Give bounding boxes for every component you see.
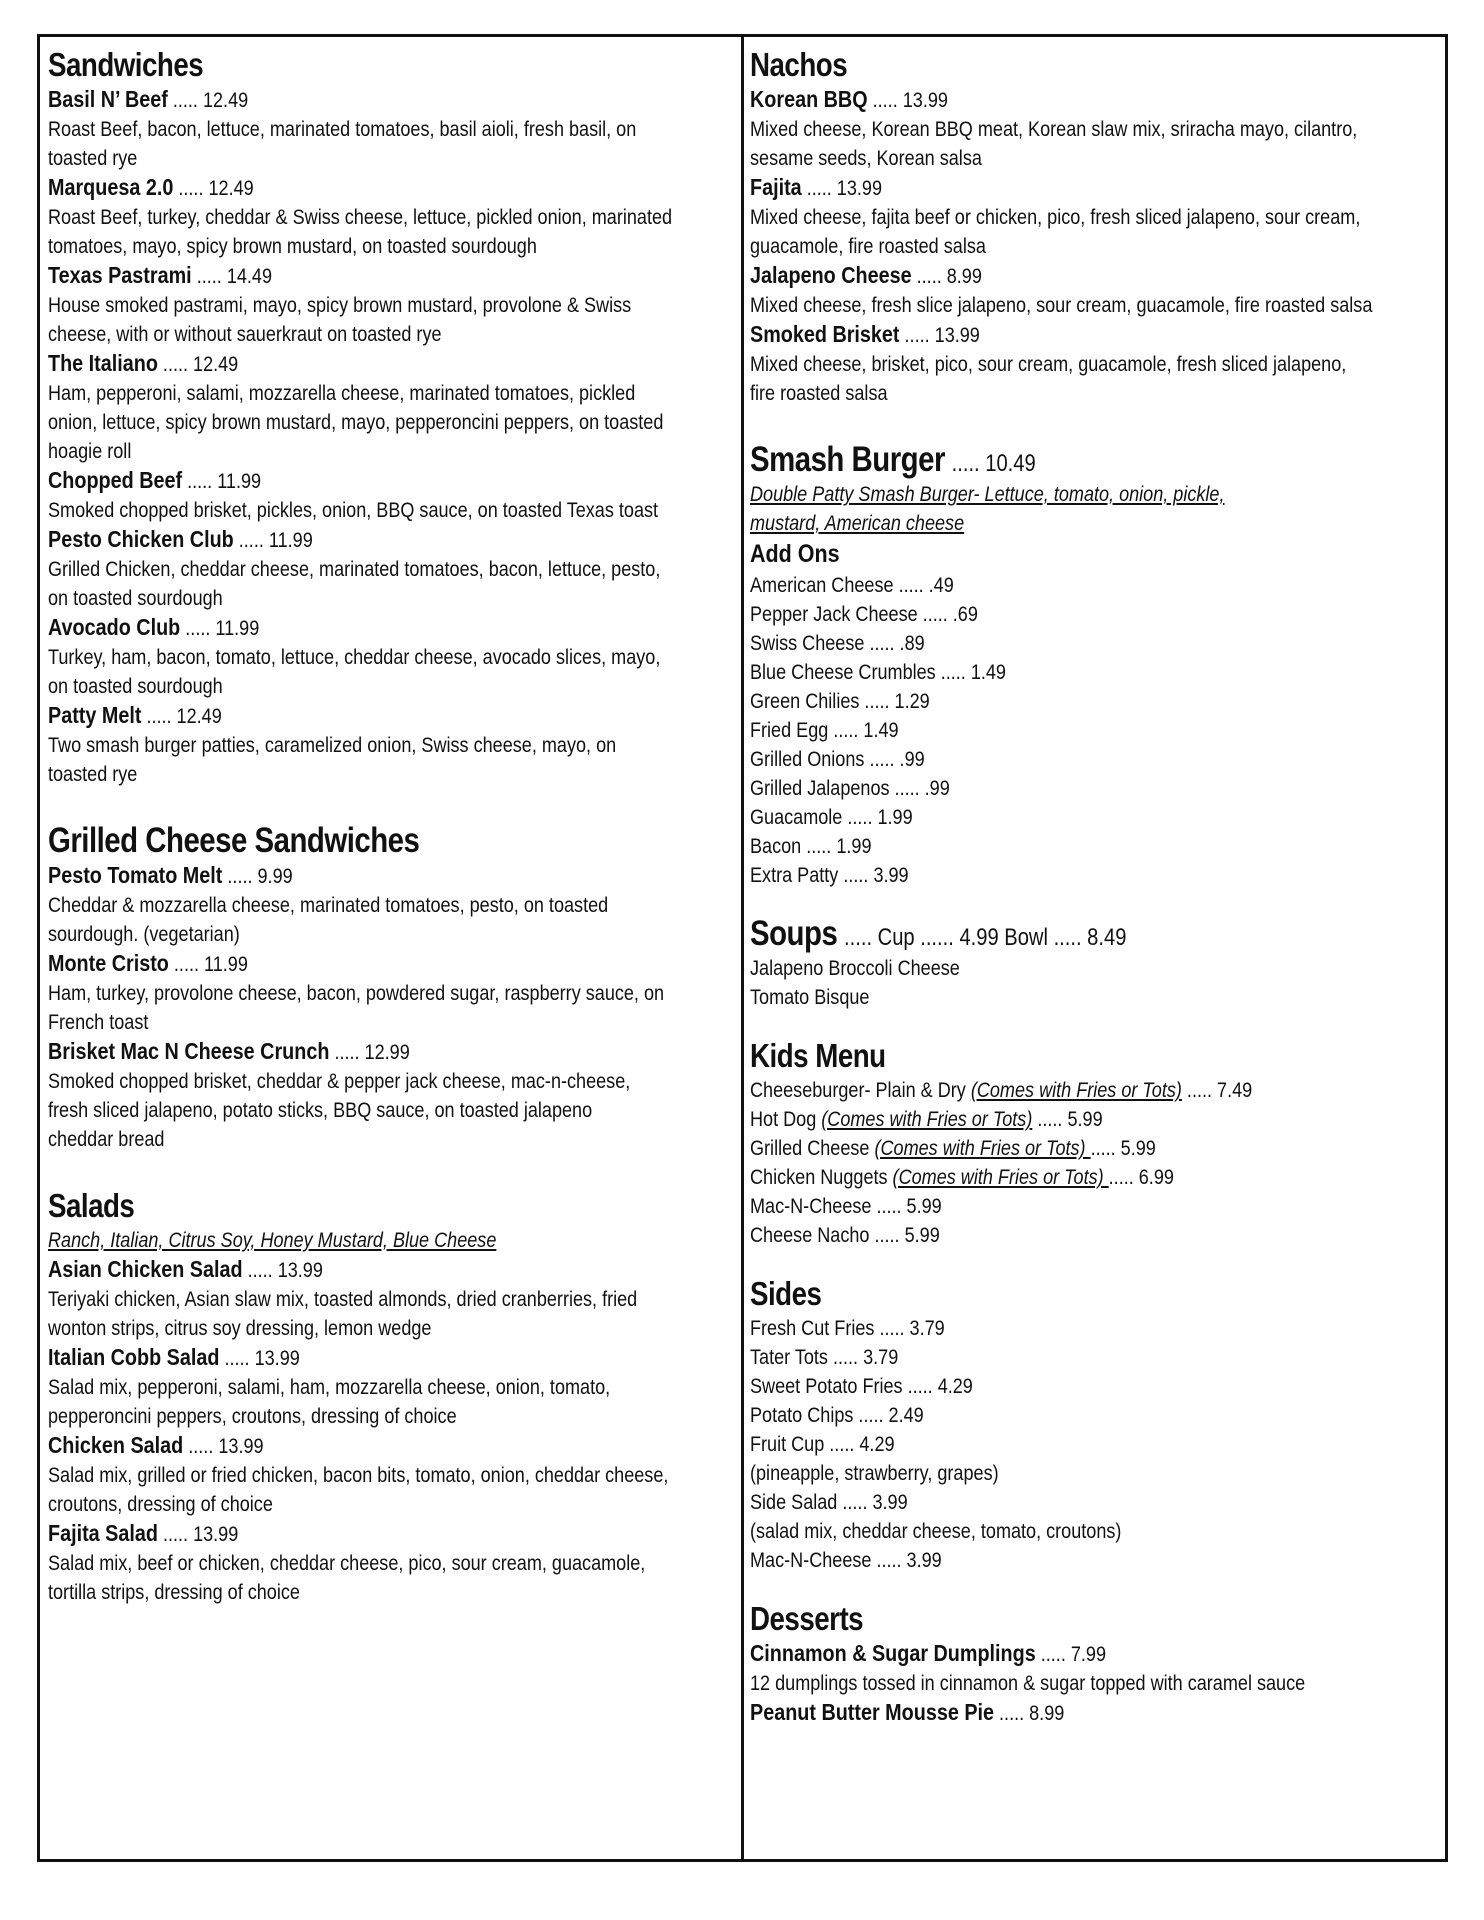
menu-item-row (750, 85, 1372, 115)
menu-item-name: The Italiano (48, 350, 158, 376)
menu-item-description: Salad mix, pepperoni, salami, ham, mozzarella cheese, onion, tomato, (48, 1376, 611, 1399)
menu-item-price: ..... 12.99 (334, 1041, 410, 1064)
menu-item-row (48, 1255, 639, 1285)
menu-item-price: ..... 13.99 (247, 1259, 323, 1282)
left-column (40, 37, 744, 1859)
menu-item-row (750, 173, 1372, 203)
menu-item-description: Grilled Chicken, cheddar cheese, marinated tomatoes, bacon, lettuce, pesto, (48, 558, 661, 581)
menu-item-row (48, 701, 639, 731)
section-title: Smash Burger (750, 440, 945, 479)
section-sides (750, 1274, 1474, 1575)
menu-item-row (750, 261, 1372, 291)
menu-item-description: fire roasted salsa (750, 382, 888, 405)
menu-item-price: ..... 13.99 (188, 1435, 264, 1458)
addon-item: Green Chilies ..... 1.29 (750, 690, 930, 713)
menu-item-price: ..... 13.99 (224, 1347, 300, 1370)
kids-item (750, 1163, 1372, 1192)
addons-title: Add Ons (750, 540, 840, 568)
sides-list (750, 1314, 1474, 1575)
menu-item-description: Salad mix, grilled or fried chicken, bacon bits, tomato, onion, cheddar cheese, (48, 1464, 669, 1487)
addon-item: Grilled Onions ..... .99 (750, 748, 925, 771)
menu-item-price: ..... 11.99 (185, 617, 260, 640)
menu-item-description: French toast (48, 1011, 149, 1034)
menu-item-description: Salad mix, beef or chicken, cheddar cheese, pico, sour cream, guacamole, (48, 1552, 646, 1575)
addon-item: Pepper Jack Cheese ..... .69 (750, 603, 978, 626)
menu-item-description: on toasted sourdough (48, 675, 223, 698)
menu-item-price: ..... 8.99 (999, 1702, 1065, 1725)
section-smash-burger (750, 440, 1474, 890)
section-kids-menu (750, 1036, 1474, 1250)
menu-item-name: Texas Pastrami (48, 262, 192, 288)
section-nachos (750, 45, 1474, 408)
side-item: Fresh Cut Fries ..... 3.79 (750, 1317, 945, 1340)
menu-item-row (750, 320, 1372, 350)
menu-item-price: ..... 13.99 (162, 1523, 239, 1546)
menu-item-name: Cinnamon & Sugar Dumplings (750, 1640, 1036, 1666)
addon-item: Swiss Cheese ..... .89 (750, 632, 925, 655)
menu-item-name: Korean BBQ (750, 86, 868, 112)
menu-item-name: Chopped Beef (48, 467, 183, 493)
kids-item-price: ..... 6.99 (1108, 1166, 1174, 1189)
menu-item-description: House smoked pastrami, mayo, spicy brown mustard, provolone & Swiss (48, 294, 632, 317)
menu-item-name: Chicken Salad (48, 1432, 184, 1458)
menu-item-description: sourdough. (vegetarian) (48, 923, 240, 946)
menu-item-price: ..... 9.99 (227, 865, 293, 888)
menu-item-row (48, 173, 639, 203)
section-title: Sides (750, 1275, 822, 1312)
soups-price: ..... Cup ...... 4.99 Bowl ..... 8.49 (844, 924, 1127, 951)
soup-item: Tomato Bisque (750, 986, 870, 1009)
menu-item-name: Peanut Butter Mousse Pie (750, 1699, 995, 1725)
menu-item-price: ..... 11.99 (187, 470, 262, 493)
addon-item: Fried Egg ..... 1.49 (750, 719, 899, 742)
kids-item-name: Cheeseburger- Plain & Dry (750, 1079, 971, 1102)
menu-item-description: wonton strips, citrus soy dressing, lemon wedge (48, 1317, 432, 1340)
menu-item-row (48, 261, 639, 291)
addon-item: Blue Cheese Crumbles ..... 1.49 (750, 661, 1006, 684)
section-desserts (750, 1599, 1474, 1728)
addon-item: Guacamole ..... 1.99 (750, 806, 913, 829)
section-soups (750, 914, 1474, 1012)
menu-item-row (48, 1037, 639, 1067)
menu-frame (37, 34, 1448, 1862)
menu-item-description: Roast Beef, turkey, cheddar & Swiss cheese, lettuce, pickled onion, marinated (48, 206, 673, 229)
side-item: (salad mix, cheddar cheese, tomato, croutons) (750, 1520, 1122, 1543)
smash-burger-price: ..... 10.49 (951, 450, 1036, 477)
menu-item-price: ..... 12.49 (162, 353, 239, 376)
kids-item-name: Grilled Cheese (750, 1137, 875, 1160)
menu-item-name: Fajita Salad (48, 1520, 158, 1546)
menu-item-description: cheddar bread (48, 1128, 165, 1151)
menu-item-price: ..... 13.99 (806, 177, 882, 200)
menu-item-name: Avocado Club (48, 614, 181, 640)
menu-item-row (48, 949, 639, 979)
menu-item-description: Turkey, ham, bacon, tomato, lettuce, cheddar cheese, avocado slices, mayo, (48, 646, 661, 669)
menu-item-name: Jalapeno Cheese (750, 262, 912, 288)
menu-item-name: Smoked Brisket (750, 321, 900, 347)
kids-item-name: Chicken Nuggets (750, 1166, 893, 1189)
section-grilled-cheese (48, 821, 735, 1154)
menu-item-description: Ham, turkey, provolone cheese, bacon, powdered sugar, raspberry sauce, on (48, 982, 665, 1005)
addon-item: Extra Patty ..... 3.99 (750, 864, 909, 887)
section-salads (48, 1186, 735, 1607)
smash-burger-title-row (750, 440, 1358, 480)
menu-item-name: Patty Melt (48, 702, 142, 728)
kids-item (750, 1105, 1372, 1134)
kids-item-price: ..... 5.99 (1090, 1137, 1156, 1160)
addon-item: American Cheese ..... .49 (750, 574, 954, 597)
menu-item-row (48, 1343, 639, 1373)
section-title: Nachos (750, 46, 848, 83)
menu-item-description: toasted rye (48, 147, 138, 170)
burger-note-line: Double Patty Smash Burger- Lettuce, tomato, onion, pickle, (750, 483, 1225, 506)
item-list (48, 1255, 735, 1607)
soups-list (750, 954, 1474, 1012)
kids-list (750, 1076, 1474, 1250)
side-item: Sweet Potato Fries ..... 4.29 (750, 1375, 973, 1398)
menu-item-name: Marquesa 2.0 (48, 174, 174, 200)
menu-item-description: Ham, pepperoni, salami, mozzarella cheese, marinated tomatoes, pickled (48, 382, 636, 405)
side-item: Potato Chips ..... 2.49 (750, 1404, 924, 1427)
menu-item-description: Mixed cheese, fresh slice jalapeno, sour cream, guacamole, fire roasted salsa (750, 294, 1373, 317)
side-item: Mac-N-Cheese ..... 3.99 (750, 1549, 942, 1572)
menu-item-name: Pesto Tomato Melt (48, 862, 223, 888)
menu-item-description: Mixed cheese, Korean BBQ meat, Korean slaw mix, sriracha mayo, cilantro, (750, 118, 1358, 141)
menu-item-description: Roast Beef, bacon, lettuce, marinated tomatoes, basil aioli, fresh basil, on (48, 118, 637, 141)
dressing-note: Ranch, Italian, Citrus Soy, Honey Mustard, Blue Cheese (48, 1229, 497, 1252)
menu-item-row (750, 1698, 1372, 1728)
menu-item-row (48, 1519, 639, 1549)
menu-item-price: ..... 12.49 (172, 89, 249, 112)
menu-item-price: ..... 11.99 (173, 953, 248, 976)
menu-item-description: tortilla strips, dressing of choice (48, 1581, 300, 1604)
menu-item-name: Asian Chicken Salad (48, 1256, 243, 1282)
menu-item-row (48, 1431, 639, 1461)
kids-item (750, 1221, 1372, 1250)
menu-item-name: Basil N’ Beef (48, 86, 168, 112)
kids-item-note: (Comes with Fries or Tots) (821, 1108, 1033, 1131)
section-title: Kids Menu (750, 1037, 886, 1074)
menu-item-description: croutons, dressing of choice (48, 1493, 273, 1516)
kids-item-name: Cheese Nacho ..... 5.99 (750, 1224, 940, 1247)
kids-item-note: (Comes with Fries or Tots) (874, 1137, 1091, 1160)
section-title: Grilled Cheese Sandwiches (48, 821, 420, 860)
menu-item-description: Teriyaki chicken, Asian slaw mix, toasted almonds, dried cranberries, fried (48, 1288, 638, 1311)
menu-item-name: Fajita (750, 174, 802, 200)
kids-item (750, 1192, 1372, 1221)
menu-item-price: ..... 12.49 (178, 177, 254, 200)
menu-item-row (48, 349, 639, 379)
kids-item-note: (Comes with Fries or Tots) (892, 1166, 1109, 1189)
item-list (48, 85, 735, 789)
menu-item-description: Smoked chopped brisket, cheddar & pepper jack cheese, mac-n-cheese, (48, 1070, 631, 1093)
menu-item-description: Smoked chopped brisket, pickles, onion, BBQ sauce, on toasted Texas toast (48, 499, 659, 522)
menu-item-row (48, 466, 639, 496)
section-sandwiches (48, 45, 735, 789)
menu-item-row (48, 85, 639, 115)
menu-item-description: tomatoes, mayo, spicy brown mustard, on toasted sourdough (48, 235, 537, 258)
section-title: Salads (48, 1187, 135, 1224)
side-item: Tater Tots ..... 3.79 (750, 1346, 899, 1369)
addon-item: Bacon ..... 1.99 (750, 835, 872, 858)
kids-item-note: (Comes with Fries or Tots) (970, 1079, 1182, 1102)
menu-item-name: Pesto Chicken Club (48, 526, 234, 552)
item-list (48, 861, 735, 1154)
section-title: Sandwiches (48, 46, 204, 83)
menu-item-description: Mixed cheese, fajita beef or chicken, pico, fresh sliced jalapeno, sour cream, (750, 206, 1361, 229)
menu-item-row (750, 1639, 1372, 1669)
menu-item-description: Mixed cheese, brisket, pico, sour cream, guacamole, fresh sliced jalapeno, (750, 353, 1347, 376)
menu-item-description: onion, lettuce, spicy brown mustard, mayo, pepperoncini peppers, on toasted (48, 411, 664, 434)
menu-item-row (48, 861, 639, 891)
soup-item: Jalapeno Broccoli Cheese (750, 957, 960, 980)
menu-item-price: ..... 13.99 (904, 324, 980, 347)
item-list (750, 85, 1474, 408)
menu-item-price: ..... 7.99 (1040, 1643, 1107, 1666)
menu-item-description: on toasted sourdough (48, 587, 223, 610)
menu-item-name: Monte Cristo (48, 950, 169, 976)
menu-item-name: Italian Cobb Salad (48, 1344, 220, 1370)
menu-item-description: Two smash burger patties, caramelized onion, Swiss cheese, mayo, on (48, 734, 617, 757)
kids-item (750, 1076, 1372, 1105)
menu-item-price: ..... 13.99 (872, 89, 948, 112)
menu-item-description: sesame seeds, Korean salsa (750, 147, 982, 170)
menu-item-description: 12 dumplings tossed in cinnamon & sugar topped with caramel sauce (750, 1672, 1306, 1695)
menu-item-price: ..... 11.99 (238, 529, 313, 552)
menu-item-price: ..... 8.99 (916, 265, 982, 288)
menu-item-description: Cheddar & mozzarella cheese, marinated tomatoes, pesto, on toasted (48, 894, 609, 917)
menu-item-description: pepperoncini peppers, croutons, dressing of choice (48, 1405, 457, 1428)
section-title: Soups (750, 914, 838, 953)
kids-item-price: ..... 5.99 (1032, 1108, 1103, 1131)
menu-item-row (48, 613, 639, 643)
section-title: Desserts (750, 1600, 864, 1637)
menu-item-name: Brisket Mac N Cheese Crunch (48, 1038, 330, 1064)
kids-item (750, 1134, 1372, 1163)
side-item: Side Salad ..... 3.99 (750, 1491, 908, 1514)
menu-item-price: ..... 12.49 (146, 705, 222, 728)
soups-title-row (750, 914, 1358, 954)
side-item: Fruit Cup ..... 4.29 (750, 1433, 895, 1456)
addon-item: Grilled Jalapenos ..... .99 (750, 777, 950, 800)
menu-item-description: guacamole, fire roasted salsa (750, 235, 986, 258)
addons-list (750, 571, 1474, 890)
menu-item-description: fresh sliced jalapeno, potato sticks, BBQ sauce, on toasted jalapeno (48, 1099, 593, 1122)
menu-item-description: hoagie roll (48, 440, 132, 463)
kids-item-name: Hot Dog (750, 1108, 822, 1131)
side-item: (pineapple, strawberry, grapes) (750, 1462, 999, 1485)
right-column (744, 37, 1480, 1859)
menu-item-description: toasted rye (48, 763, 138, 786)
burger-note-line: mustard, American cheese (750, 512, 965, 535)
menu-item-description: cheese, with or without sauerkraut on toasted rye (48, 323, 442, 346)
kids-item-name: Mac-N-Cheese ..... 5.99 (750, 1195, 942, 1218)
menu-item-price: ..... 14.49 (196, 265, 273, 288)
menu-item-row (48, 525, 639, 555)
kids-item-price: ..... 7.49 (1181, 1079, 1253, 1102)
item-list (750, 1639, 1474, 1728)
